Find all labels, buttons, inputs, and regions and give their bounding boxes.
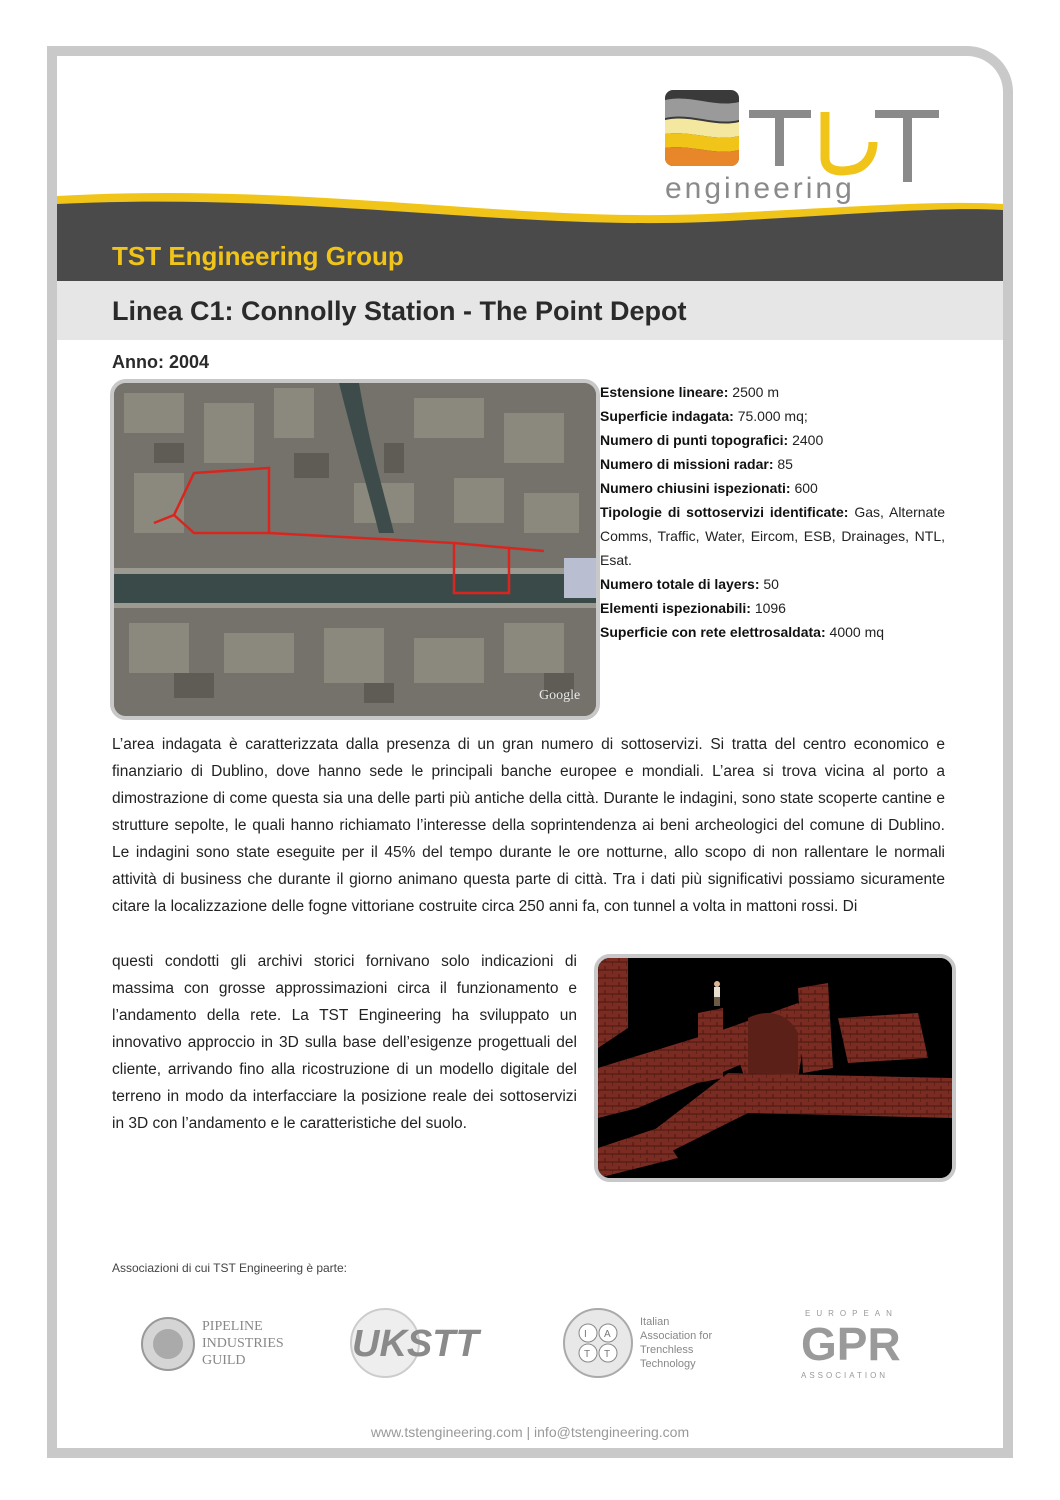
stat-row: Numero totale di layers: 50 — [600, 576, 779, 592]
svg-text:T: T — [604, 1349, 611, 1360]
tst-logo — [665, 90, 965, 208]
stat-row: Tipologie di sottoservizi identificate: Gas, Alternate Comms, Traffic, Water, Eircom, ESB, Drainages, NTL, Esat. — [600, 504, 946, 568]
svg-text:INDUSTRIES: INDUSTRIES — [202, 1336, 284, 1351]
description-paragraph-top: L’area indagata è caratterizzata dalla presenza di un gran numero di sottoservizi. Si tratta del centro economico e finanziario di Dublino, dove hanno sede le principali banche europee e mondiali. L’area si trova vicina al porto a dimostrazione di come questa sia una delle parti più antiche della città. Durante le indagini, sono state scoperte cantine e strutture sepolte, le quali hanno richiamato l’interesse della soprintendenza ai beni archeologici del comune di Dublino. Le indagini sono state eseguite per il 45% del tempo durante le ore notturne, allo scopo di non rallentare le normali attività di business che durante il giorno animano questa parte di città. Tra i dati più significativi possiamo sicuramente citare la localizzazione delle fogne vittoriane costruite circa 250 anni fa, con tunnel a volta in mattoni rossi. Di — [112, 736, 945, 915]
page-sheet — [57, 56, 1003, 1448]
svg-text:EUROPEAN: EUROPEAN — [805, 1309, 898, 1318]
footer-contacts: www.tstengineering.com | info@tstengineering.com — [370, 1424, 690, 1440]
brand-name: TST Engineering Group — [112, 241, 404, 271]
svg-text:Italian: Italian — [640, 1316, 670, 1328]
satellite-map — [110, 379, 600, 720]
svg-text:UKSTT: UKSTT — [352, 1323, 479, 1365]
render-image — [598, 958, 952, 1178]
description-paragraph-bottom: questi condotti gli archivi storici fornivano solo indicazioni di massima con grosse approssimazioni circa il funzionamento e l’andamento della rete. La TST Engineering ha sviluppato un innovativo approccio in 3D sulla base dell’esigenze progettuali del cliente, arrivando fino alla ricostruzione di un modello digitale del terreno in modo da interfacciare la posizione reale dei sottoservizi in 3D con l’andamento e le caratteristiche del suolo. — [112, 953, 577, 1132]
svg-text:A: A — [604, 1329, 611, 1340]
stat-row: Superficie indagata: 75.000 mq; — [600, 408, 808, 424]
sewer-3d-render — [594, 954, 956, 1182]
association-logos — [112, 1296, 952, 1396]
logo-stripes-icon — [665, 90, 739, 166]
project-stats — [600, 380, 945, 644]
stat-row: Numero di punti topografici: 2400 — [600, 432, 824, 448]
stat-row: Elementi ispezionabili: 1096 — [600, 600, 786, 616]
map-credit: Google — [539, 688, 581, 703]
svg-text:T: T — [584, 1349, 591, 1360]
pipeline-guild-logo — [132, 1296, 312, 1391]
stat-row: Numero chiusini ispezionati: 600 — [600, 480, 818, 496]
svg-text:PIPELINE: PIPELINE — [202, 1319, 263, 1334]
year-label: Anno: 2004 — [112, 352, 210, 372]
svg-text:Technology: Technology — [640, 1358, 696, 1370]
page-frame — [47, 46, 1013, 1458]
svg-text:I: I — [584, 1329, 587, 1340]
logo-word: engineering — [665, 172, 855, 205]
map-image — [114, 383, 596, 716]
svg-text:GPR: GPR — [801, 1318, 901, 1370]
svg-text:Association for: Association for — [640, 1330, 713, 1342]
person-figure-icon — [714, 981, 720, 1006]
svg-text:GUILD: GUILD — [202, 1353, 246, 1368]
iatt-logo — [560, 1296, 750, 1391]
associations-label: Associazioni di cui TST Engineering è parte: — [112, 1261, 348, 1275]
gpr-association-logo — [797, 1296, 947, 1391]
ukstt-logo — [347, 1296, 517, 1391]
page-title: Linea C1: Connolly Station - The Point Depot — [112, 296, 687, 326]
stat-row: Estensione lineare: 2500 m — [600, 384, 779, 400]
stat-row: Superficie con rete elettrosaldata: 4000 mq — [600, 624, 885, 640]
stat-row: Numero di missioni radar: 85 — [600, 456, 793, 472]
svg-text:Trenchless: Trenchless — [640, 1344, 694, 1356]
svg-text:ASSOCIATION: ASSOCIATION — [801, 1371, 889, 1380]
